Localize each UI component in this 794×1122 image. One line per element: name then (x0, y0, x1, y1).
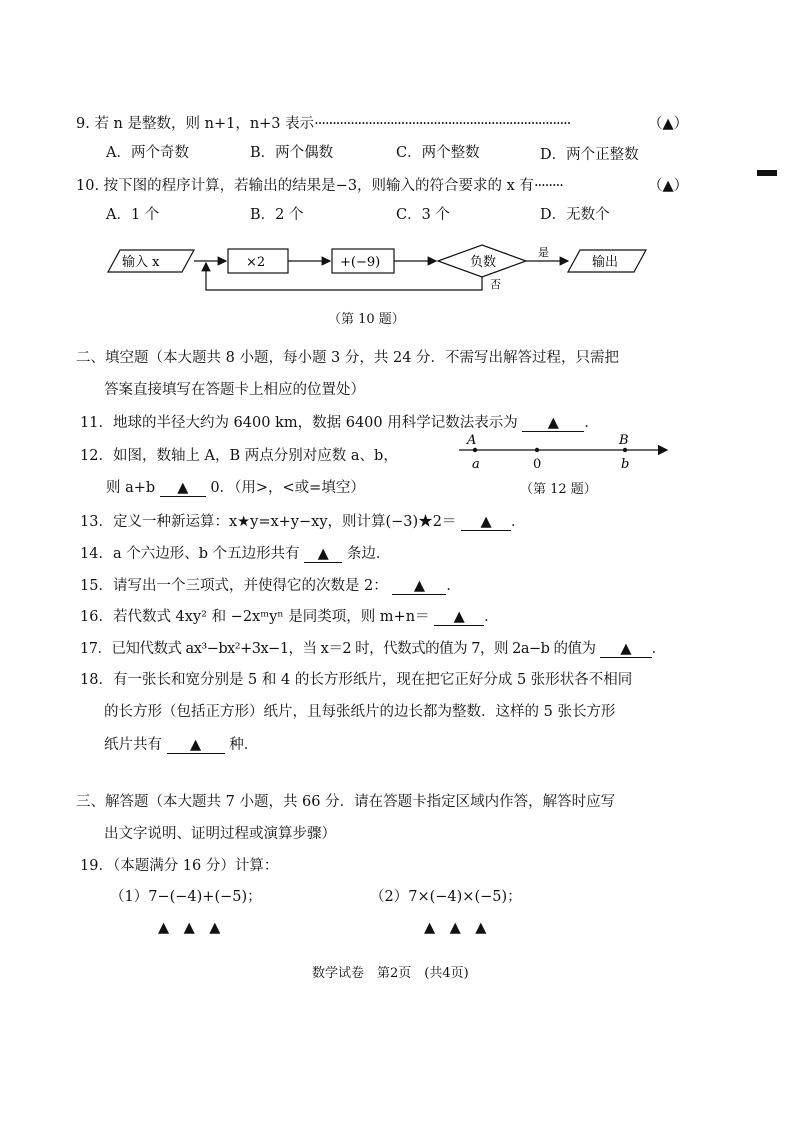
flow-no-label: 否 (490, 278, 501, 291)
q9-text: 9. 若 n 是整数，则 n+1，n+3 表示 (76, 116, 315, 132)
q19-answer-marks-1: ▲ ▲ ▲ (158, 920, 221, 936)
q10-mark: （▲） (648, 178, 689, 194)
page-footer: 数学试卷 第2页 (共4页) (312, 966, 469, 981)
q11 (80, 411, 599, 432)
q17 (80, 637, 666, 658)
q9-option-d: D．两个正整数 (540, 147, 639, 163)
label-zero: 0 (533, 457, 542, 472)
q18-text: 纸片共有 (104, 737, 162, 753)
q10-option-b: B．2 个 (250, 207, 304, 223)
q15-text: 15．请写出一个三项式，并使得它的次数是 2： (80, 578, 388, 594)
q18-line3 (104, 733, 258, 754)
q11-answer-blank: ▲ (522, 416, 584, 432)
flow-output-label: 输出 (592, 255, 619, 270)
q10-option-a: A．1 个 (106, 207, 160, 223)
q9-option-c: C．两个整数 (396, 145, 480, 161)
q16-end: ． (484, 609, 499, 625)
label-a: a (472, 457, 480, 472)
q9-stem (76, 112, 570, 133)
q13 (80, 510, 526, 531)
q9-mark: （▲） (648, 116, 689, 132)
q12-caption: （第 12 题） (520, 482, 597, 497)
q13-answer-blank: ▲ (461, 515, 511, 531)
q14-end: 条边． (346, 546, 391, 562)
flow-plus-label: +(−9) (340, 255, 381, 270)
q18-line1: 18．有一张长和宽分别是 5 和 4 的长方形纸片，现在把它正好分成 5 张形状各不相同 (80, 672, 633, 688)
q19-answer-marks-2: ▲ ▲ ▲ (424, 920, 487, 936)
section3-line1: 三、解答题（本大题共 7 小题，共 66 分．请在答题卡指定区域内作答，解答时应写 (76, 794, 616, 810)
q12-number-line (455, 430, 670, 474)
q17-answer-blank: ▲ (600, 642, 652, 658)
q11-text: 11．地球的半径大约为 6400 km，数据 6400 用科学记数法表示为 (80, 415, 518, 431)
flow-input-label: 输入 x (122, 255, 160, 270)
q16-text: 16．若代数式 4xy² 和 −2xᵐyⁿ 是同类项，则 m+n＝ (80, 609, 430, 625)
label-B: B (619, 433, 629, 448)
q18-answer-blank: ▲ (167, 738, 225, 754)
q16 (80, 605, 499, 626)
q14-answer-blank: ▲ (304, 547, 342, 563)
point-a (473, 448, 477, 452)
flow-yes-label: 是 (538, 246, 549, 259)
q15-answer-blank: ▲ (392, 579, 446, 595)
q18-end: 种． (229, 737, 259, 753)
section3-line2: 出文字说明、证明过程或演算步骤） (104, 826, 336, 842)
q19-part2: （2）7×(−4)×(−5)； (370, 889, 522, 905)
q12-text-after: 0．（用>，<或=填空） (210, 480, 365, 496)
q18-line2: 的长方形（包括正方形）纸片，且每张纸片的边长都为整数．这样的 5 张长方形 (104, 704, 616, 720)
q10-stem (76, 174, 563, 195)
q10-caption: （第 10 题） (328, 312, 405, 327)
q10-option-d: D．无数个 (540, 207, 610, 223)
q9-option-b: B．两个偶数 (250, 145, 334, 161)
q19-title: 19．（本题满分 16 分）计算： (80, 858, 279, 874)
flow-negative-label: 负数 (470, 255, 497, 270)
q11-end: ． (584, 415, 599, 431)
q10-text: 10. 按下图的程序计算，若输出的结果是−3，则输入的符合要求的 x 有 (76, 178, 534, 194)
q14 (80, 542, 390, 563)
q10-flowchart (100, 238, 660, 298)
label-b: b (621, 457, 630, 472)
q17-end: ． (651, 641, 666, 657)
q13-end: ． (511, 514, 526, 530)
q16-answer-blank: ▲ (434, 610, 484, 626)
q17-text: 17．已知代数式 ax³−bx²+3x−1，当 x＝2 时，代数式的值为 7，则 2a−b 的值为 (80, 641, 596, 657)
point-b (623, 448, 627, 452)
label-A: A (467, 433, 477, 448)
section2-line1: 二、填空题（本大题共 8 小题，每小题 3 分，共 24 分．不需写出解答过程，只需把 (76, 350, 620, 366)
q10-option-c: C．3 个 (396, 207, 450, 223)
q15 (80, 574, 461, 595)
q9-dots: ······································································· (314, 116, 571, 132)
q10-dots: ········ (533, 178, 563, 194)
flow-times2-label: ×2 (246, 255, 266, 270)
q12-line1: 12．如图，数轴上 A，B 两点分别对应数 a、b， (80, 448, 398, 464)
q12-answer-blank: ▲ (160, 481, 206, 497)
q14-text: 14．a 个六边形、b 个五边形共有 (80, 546, 300, 562)
edge-scan-mark (757, 170, 777, 176)
q12-text-before: 则 a+b (106, 480, 156, 496)
section2-line2: 答案直接填写在答题卡上相应的位置处） (104, 382, 365, 398)
point-zero (535, 448, 539, 452)
q13-text: 13．定义一种新运算：x★y=x+y−xy，则计算(−3)★2＝ (80, 514, 457, 530)
q19-part1: （1）7−(−4)+(−5)； (110, 889, 262, 905)
q12-line2 (106, 476, 365, 497)
q15-end: ． (446, 578, 461, 594)
q9-option-a: A．两个奇数 (106, 145, 189, 161)
